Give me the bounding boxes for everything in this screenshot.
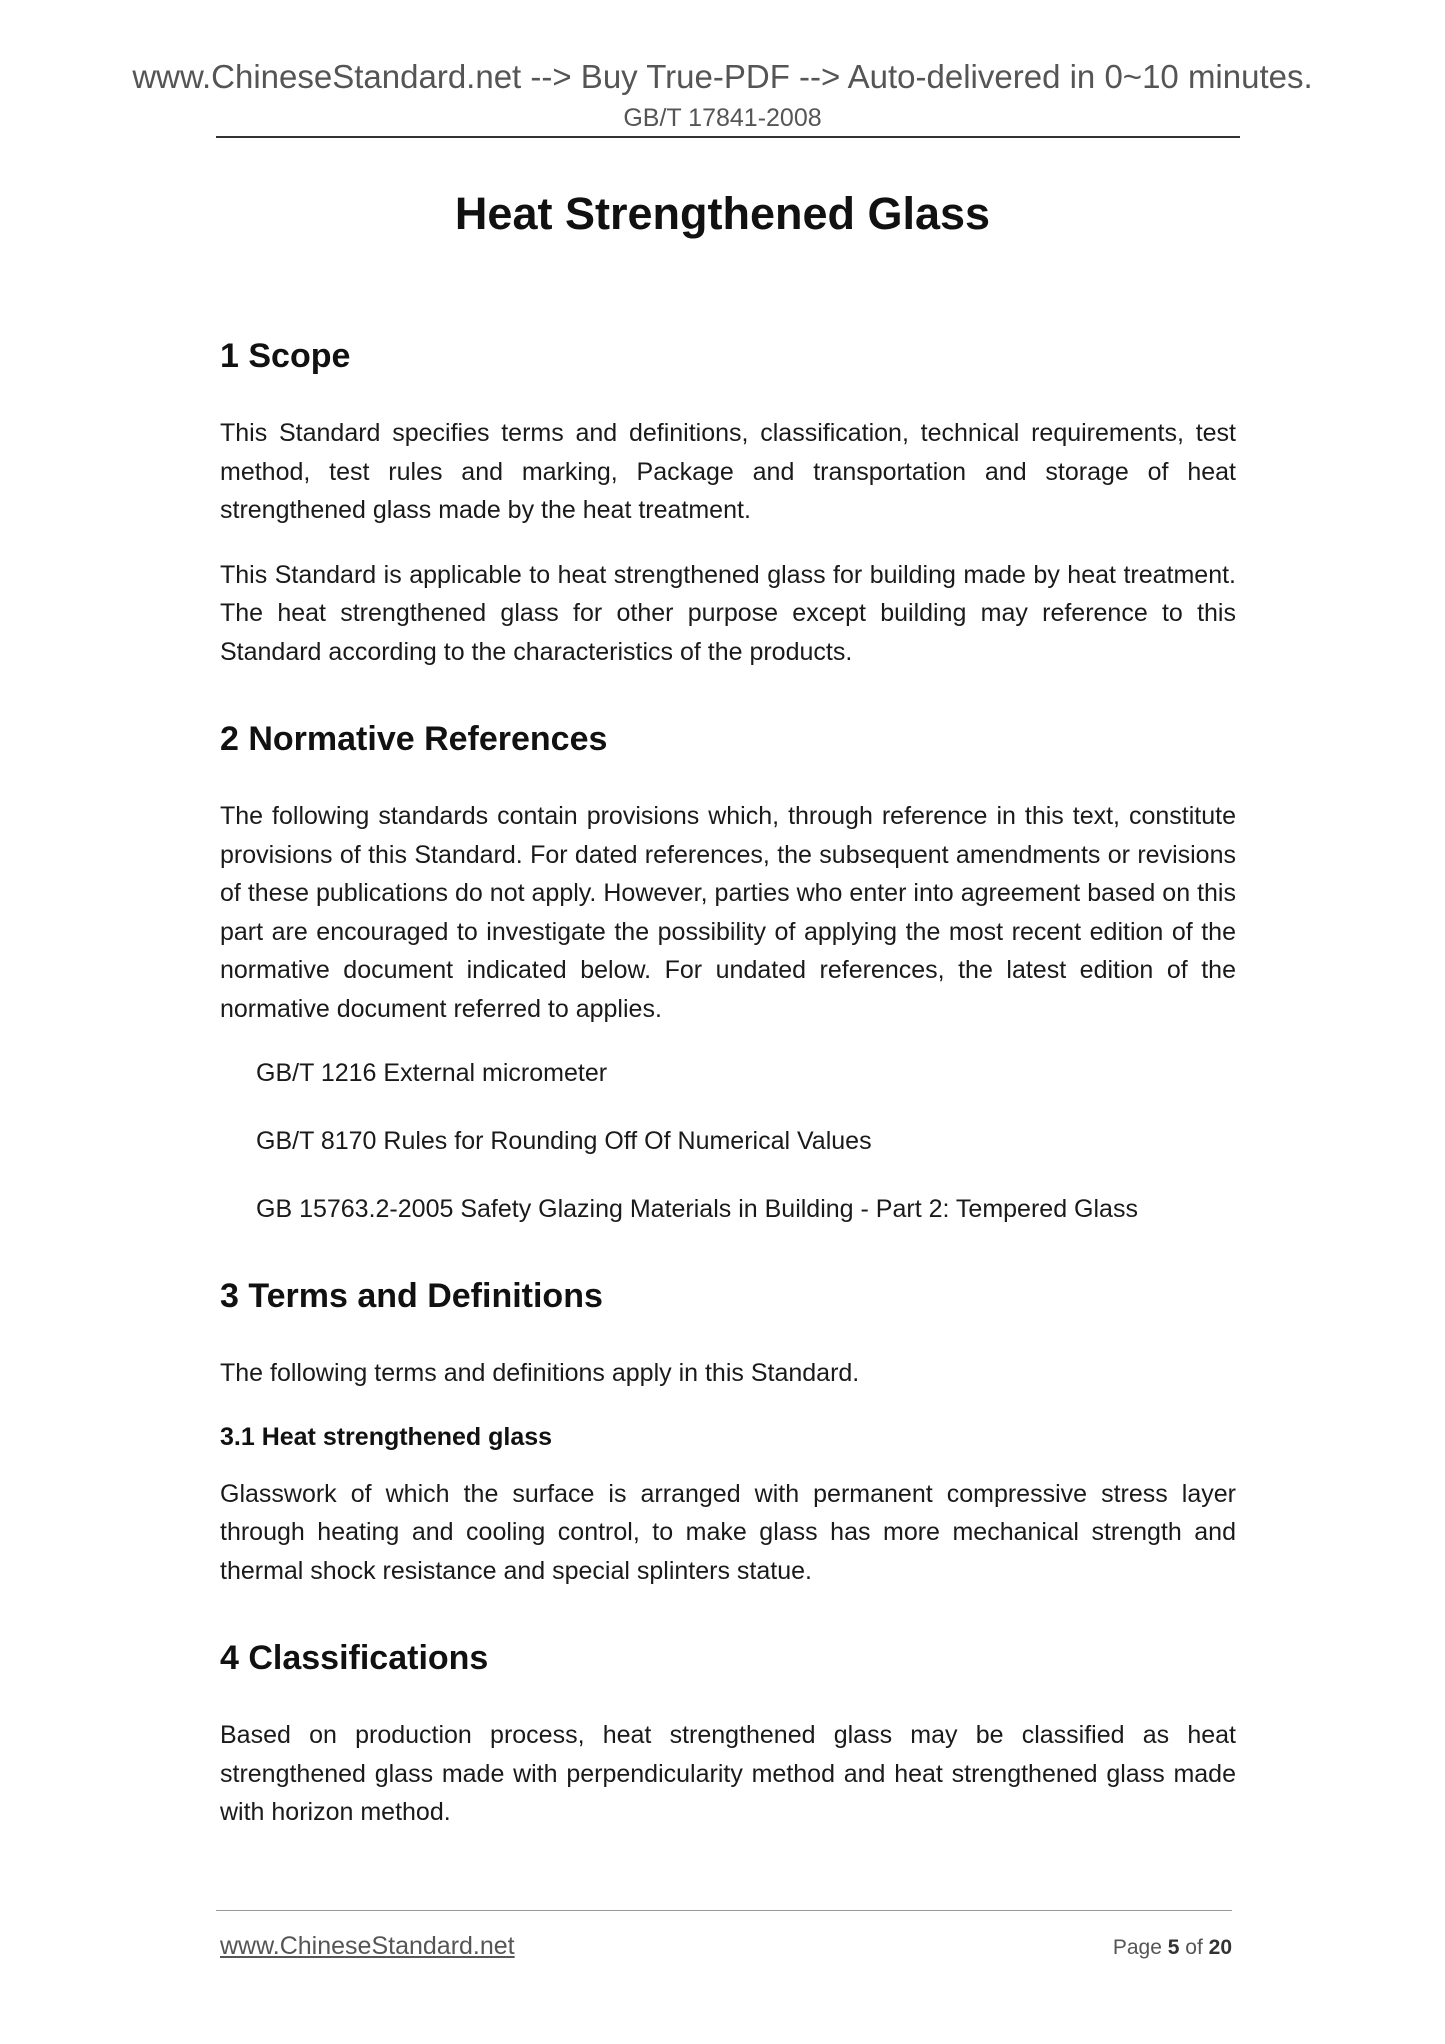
footer-divider <box>216 1910 1232 1911</box>
page-label: Page <box>1112 1936 1162 1959</box>
reference-item: GB/T 8170 Rules for Rounding Off Of Numerical Values <box>256 1127 872 1155</box>
page-separator: of <box>1185 1936 1203 1959</box>
reference-item: GB 15763.2-2005 Safety Glazing Materials in Building - Part 2: Tempered Glass <box>256 1195 1138 1223</box>
document-body <box>220 332 1236 1858</box>
terms-intro: The following terms and definitions apply in this Standard. <box>220 1359 860 1387</box>
page-number: 5 <box>1167 1936 1180 1959</box>
term-heading-heat-strengthened-glass: 3.1 Heat strengthened glass <box>220 1422 553 1451</box>
references-paragraph: The following standards contain provisions which, through reference in this text, constitute provisions of this Standard. For dated references, the subsequent amendments or revisions of these publications do not apply. However, parties who enter into agreement based on this part are encouraged to investigate the possibility of applying the most recent edition of the normative document indicated below. For undated references, the latest edition of the normative document referred to applies. <box>220 802 1236 1023</box>
document-title: Heat Strengthened Glass <box>454 188 991 239</box>
section-scope <box>220 332 1236 671</box>
standard-number: GB/T 17841-2008 <box>623 104 822 132</box>
top-banner: www.ChineseStandard.net --> Buy True-PDF --> Auto-delivered in 0~10 minutes. <box>132 58 1313 95</box>
page-indicator <box>1020 1936 1232 1960</box>
footer-site-link[interactable]: www.ChineseStandard.net <box>220 1932 515 1960</box>
reference-item: GB/T 1216 External micrometer <box>256 1059 608 1087</box>
scope-paragraph-2: This Standard is applicable to heat strengthened glass for building made by heat treatment. The heat strengthened glass for other purpose except building may reference to this Standard according to the characteristics of the products. <box>220 560 1236 666</box>
header-divider <box>216 136 1240 138</box>
section-classifications <box>220 1634 1236 1832</box>
section-heading-terms: 3 Terms and Definitions <box>220 1277 603 1315</box>
reference-list <box>220 1054 1236 1228</box>
scope-paragraph-1: This Standard specifies terms and definitions, classification, technical requirements, test method, test rules and marking, Package and transportation and storage of heat strengthened glass made by the heat treatment. <box>220 419 1236 524</box>
section-heading-references: 2 Normative References <box>220 720 608 758</box>
section-heading-scope: 1 Scope <box>220 337 351 375</box>
term-definition: Glasswork of which the surface is arranged with permanent compressive stress layer through heating and cooling control, to make glass has more mechanical strength and thermal shock resistance and special splinters statue. <box>220 1479 1236 1585</box>
section-heading-classifications: 4 Classifications <box>220 1639 489 1677</box>
section-normative-references <box>220 715 1236 1228</box>
classifications-paragraph: Based on production process, heat strengthened glass may be classified as heat strengthened glass made with perpendicularity method and heat strengthened glass made with horizon method. <box>220 1721 1236 1826</box>
page-total: 20 <box>1208 1936 1232 1959</box>
section-terms-definitions <box>220 1272 1236 1590</box>
